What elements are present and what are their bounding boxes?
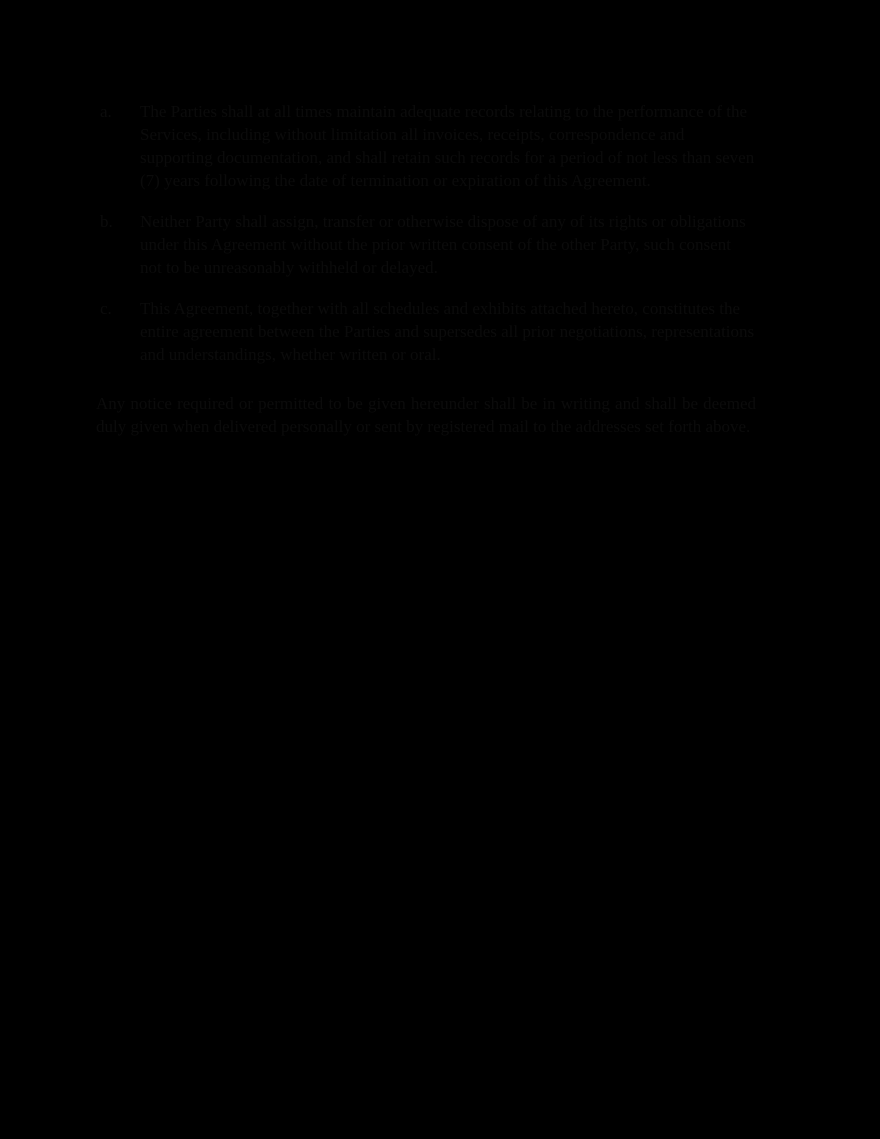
list-item bbox=[96, 100, 756, 192]
list-item bbox=[96, 210, 756, 279]
list-item-text: The Parties shall at all times maintain adequate records relating to the performance of the Services, including without limitation all invoices, receipts, correspondence and supporting documentation, and shall retain such records for a period of not less than seven (7) years following the date of termination or expiration of this Agreement. bbox=[140, 102, 755, 190]
list-item-marker: b. bbox=[100, 212, 113, 231]
document-content bbox=[96, 100, 756, 455]
list-item-text: This Agreement, together with all schedules and exhibits attached hereto, constitutes the entire agreement between the Parties and supersedes all prior negotiations, representations and understandings, whether written or oral. bbox=[140, 299, 755, 364]
clause-list bbox=[96, 100, 756, 366]
list-item-text: Neither Party shall assign, transfer or otherwise dispose of any of its rights or obligations under this Agreement without the prior written consent of the other Party, such consent not to be unreasonably withheld or delayed. bbox=[140, 212, 746, 277]
closing-paragraph: Any notice required or permitted to be given hereunder shall be in writing and shall be deemed duly given when delivered personally or sent by registered mail to the addresses set forth above. bbox=[96, 394, 756, 436]
list-item-marker: a. bbox=[100, 102, 112, 121]
list-item-marker: c. bbox=[100, 299, 112, 318]
list-item bbox=[96, 297, 756, 366]
